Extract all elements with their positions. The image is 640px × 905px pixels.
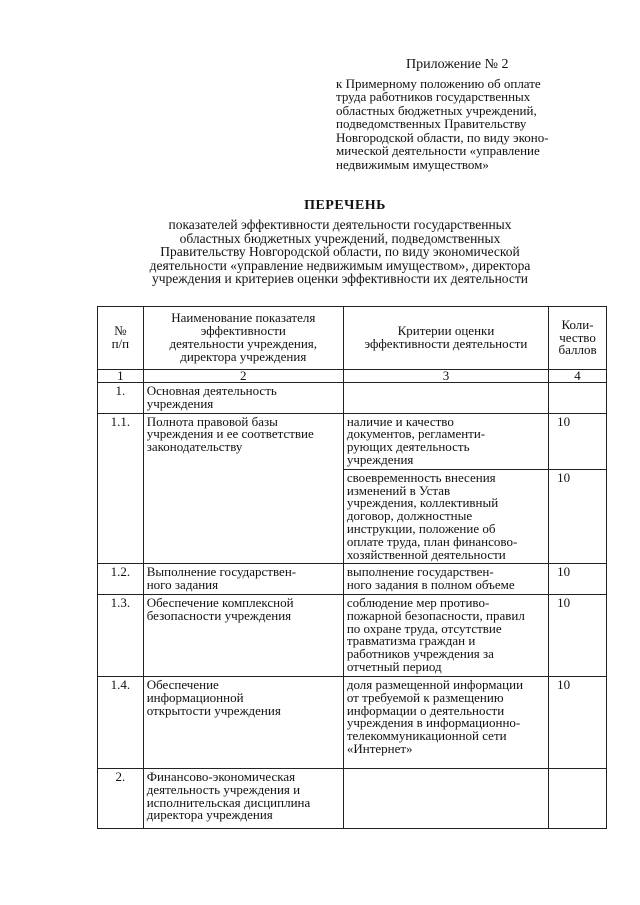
- criteria-line: отчетный период: [346, 658, 442, 674]
- criteria-line: хозяйственной деятельности: [346, 546, 506, 562]
- appendix-line: мической деятельности «управление: [336, 143, 540, 158]
- subtitle-line: областных бюджетных учреждений, подведомственных: [179, 230, 501, 246]
- header-criteria: [343, 307, 548, 370]
- row-number: 2.: [98, 768, 144, 828]
- score-cell: 10: [549, 469, 607, 564]
- appendix-line: к Примерному положению об оплате: [336, 75, 541, 91]
- criteria-line: от требуемой к размещению: [346, 689, 504, 705]
- criteria-line: ного задания в полном объеме: [346, 577, 515, 593]
- criteria-line: рующих деятельность: [346, 439, 470, 455]
- row-number: 1.: [98, 383, 144, 414]
- score-cell: [549, 383, 607, 414]
- appendix-line: подведомственных Правительству: [336, 116, 527, 131]
- indicator-line: безопасности учреждения: [146, 607, 292, 623]
- indicator-line: Финансово-экономическая: [146, 768, 296, 784]
- header-line: эффективности: [200, 323, 286, 339]
- row-number: 1.2.: [98, 564, 144, 595]
- indicator-line: Основная деятельность: [146, 383, 277, 398]
- score-cell: [549, 768, 607, 828]
- criteria-line: по охране труда, отсутствие: [346, 620, 502, 636]
- header-number: [98, 307, 144, 370]
- criteria-line: телекоммуникационной сети: [346, 728, 507, 744]
- criteria-cell: [343, 413, 548, 469]
- criteria-line: информации о деятельности: [346, 702, 505, 718]
- appendix-line: областных бюджетных учреждений,: [336, 102, 537, 118]
- appendix-number: Приложение № 2: [406, 57, 509, 72]
- criteria-line: травматизма граждан и: [346, 633, 476, 649]
- criteria-line: выполнение государствен-: [346, 564, 494, 580]
- header-line: Коли-: [561, 316, 594, 332]
- indicator-line: учреждения и ее соответствие: [146, 426, 314, 442]
- appendix-text: [336, 77, 596, 172]
- criteria-line: наличие и качество: [346, 413, 454, 429]
- header-line: п/п: [111, 336, 130, 351]
- criteria-line: изменений в Устав: [346, 482, 451, 498]
- criteria-line: пожарной безопасности, правил: [346, 607, 525, 623]
- criteria-line: «Интернет»: [346, 740, 413, 756]
- column-index: 3: [343, 370, 548, 383]
- header-line: №: [114, 323, 127, 339]
- criteria-line: доля размещенной информации: [346, 676, 524, 692]
- header-line: чество: [559, 329, 596, 345]
- column-index: 4: [549, 370, 607, 383]
- header-indicator: [143, 307, 343, 370]
- header-line: директора учреждения: [180, 348, 307, 364]
- appendix-line: недвижимым имуществом»: [336, 156, 489, 172]
- column-index: 2: [143, 370, 343, 383]
- criteria-cell: [343, 768, 548, 828]
- criteria-cell: [343, 594, 548, 676]
- header-line: деятельности учреждения,: [169, 336, 318, 351]
- row-number: 1.4.: [98, 676, 144, 768]
- criteria-line: учреждения в информационно-: [346, 715, 521, 731]
- column-index: 1: [98, 370, 144, 383]
- indicator-line: информационной: [146, 689, 244, 705]
- score-cell: 10: [549, 413, 607, 469]
- indicator-line: учреждения: [146, 395, 214, 411]
- indicator-name: [143, 594, 343, 676]
- indicator-name: [143, 564, 343, 595]
- appendix-line: труда работников государственных: [336, 89, 531, 104]
- header-score: [549, 307, 607, 370]
- column-index-row: [98, 370, 607, 383]
- subtitle-line: Правительству Новгородской области, по виду экономической: [160, 244, 520, 260]
- indicator-line: Полнота правовой базы: [146, 413, 278, 429]
- criteria-cell: [343, 676, 548, 768]
- document-subtitle: [100, 218, 580, 286]
- criteria-line: учреждения: [346, 451, 414, 467]
- appendix-line: Новгородской области, по виду эконо-: [336, 129, 549, 145]
- score-cell: 10: [549, 564, 607, 595]
- indicator-name: [143, 768, 343, 828]
- header-line: Критерии оценки: [397, 323, 495, 339]
- header-line: Наименование показателя: [171, 310, 316, 326]
- document-title: ПЕРЕЧЕНЬ: [304, 198, 386, 213]
- table-row: [98, 594, 607, 676]
- score-cell: 10: [549, 676, 607, 768]
- indicator-line: открытости учреждения: [146, 702, 281, 718]
- subtitle-line: деятельности «управление недвижимым имуществом», директора: [149, 257, 531, 273]
- indicator-line: законодательству: [146, 439, 243, 455]
- indicator-line: Обеспечение: [146, 676, 219, 692]
- criteria-cell: [343, 564, 548, 595]
- criteria-cell: [343, 469, 548, 564]
- indicator-name: [143, 413, 343, 564]
- header-line: баллов: [558, 342, 597, 358]
- criteria-line: инструкции, положение об: [346, 520, 496, 536]
- appendix-block: [336, 58, 596, 171]
- row-number: 1.3.: [98, 594, 144, 676]
- indicator-name: [143, 383, 343, 414]
- header-line: эффективности деятельности: [364, 336, 528, 351]
- score-cell: 10: [549, 594, 607, 676]
- criteria-line: своевременность внесения: [346, 469, 496, 485]
- indicator-line: исполнительская дисциплина: [146, 794, 311, 810]
- table-header-row: [98, 307, 607, 370]
- criteria-line: учреждения, коллективный: [346, 495, 499, 511]
- criteria-line: документов, регламенти-: [346, 426, 486, 442]
- criteria-line: оплате труда, план финансово-: [346, 533, 518, 549]
- subtitle-line: показателей эффективности деятельности государственных: [168, 217, 512, 232]
- indicator-line: Выполнение государствен-: [146, 564, 297, 580]
- indicator-line: Обеспечение комплексной: [146, 594, 294, 610]
- subtitle-line: учреждения и критериев оценки эффективности их деятельности: [151, 271, 529, 287]
- table-row: [98, 676, 607, 768]
- indicator-line: директора учреждения: [146, 807, 273, 823]
- table-row: [98, 768, 607, 828]
- criteria-line: соблюдение мер противо-: [346, 594, 490, 610]
- table-row: [98, 564, 607, 595]
- indicators-table: [97, 306, 607, 829]
- indicator-name: [143, 676, 343, 768]
- criteria-cell: [343, 383, 548, 414]
- indicator-line: деятельность учреждения и: [146, 781, 301, 797]
- criteria-line: договор, должностные: [346, 508, 473, 524]
- row-number: 1.1.: [98, 413, 144, 564]
- table-row: [98, 383, 607, 414]
- criteria-line: работников учреждения за: [346, 646, 494, 662]
- indicator-line: ного задания: [146, 577, 219, 593]
- table-row: [98, 413, 607, 469]
